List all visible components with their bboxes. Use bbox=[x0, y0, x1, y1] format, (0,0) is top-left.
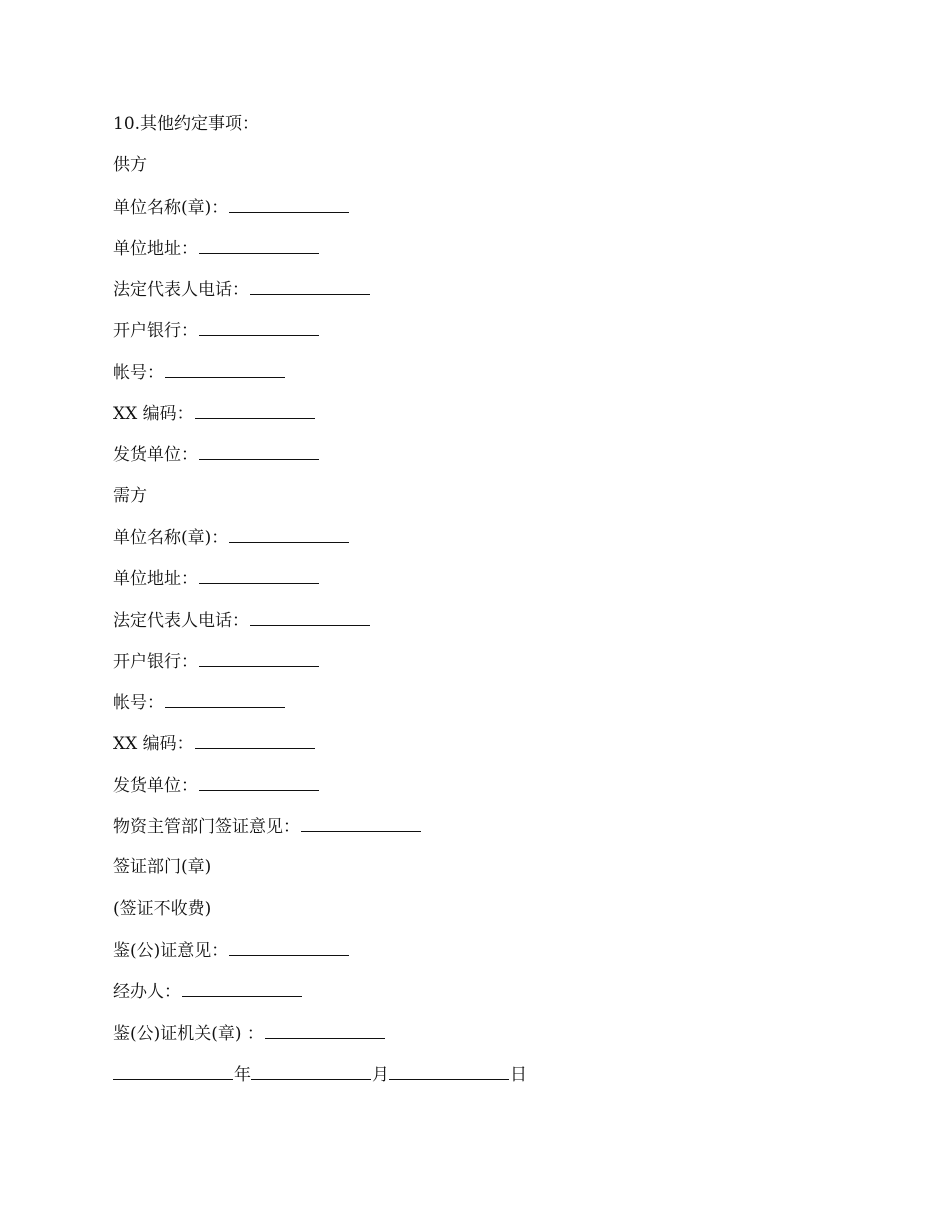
buyer-account-line bbox=[113, 690, 873, 731]
supplier-unit-address-blank[interactable] bbox=[199, 236, 319, 254]
line-label: 经办人： bbox=[113, 982, 181, 1003]
handler-blank[interactable] bbox=[182, 979, 302, 997]
supplier-legal-rep-phone-blank[interactable] bbox=[250, 277, 370, 295]
year-label: 年 bbox=[234, 1064, 251, 1085]
supplier-unit-name-line bbox=[113, 195, 873, 236]
buyer-heading bbox=[113, 484, 873, 525]
supplier-code-blank[interactable] bbox=[195, 401, 315, 419]
supplier-code-line bbox=[113, 401, 873, 442]
buyer-bank-line bbox=[113, 649, 873, 690]
supplier-account-line bbox=[113, 360, 873, 401]
month-label: 月 bbox=[372, 1064, 389, 1085]
buyer-unit-name-line bbox=[113, 525, 873, 566]
date-line bbox=[113, 1062, 873, 1103]
supplier-bank-line bbox=[113, 318, 873, 359]
buyer-bank-blank[interactable] bbox=[199, 649, 319, 667]
authority-opinion-blank[interactable] bbox=[301, 814, 421, 832]
notary-opinion-blank[interactable] bbox=[229, 938, 349, 956]
notary-opinion-line bbox=[113, 938, 873, 979]
line-label: 帐号： bbox=[113, 693, 164, 714]
buyer-code-line bbox=[113, 731, 873, 772]
buyer-account-blank[interactable] bbox=[165, 690, 285, 708]
line-label: XX 编码： bbox=[113, 404, 194, 425]
buyer-unit-address-line bbox=[113, 566, 873, 607]
buyer-unit-address-blank[interactable] bbox=[199, 566, 319, 584]
line-label: 发货单位： bbox=[113, 445, 198, 466]
line-label: 单位地址： bbox=[113, 569, 198, 590]
month-blank[interactable] bbox=[251, 1062, 371, 1080]
certifying-dept-line bbox=[113, 855, 873, 896]
buyer-legal-rep-phone-blank[interactable] bbox=[250, 608, 370, 626]
day-blank[interactable] bbox=[389, 1062, 509, 1080]
line-label: 鉴(公)证机关(章) ： bbox=[113, 1023, 264, 1044]
line-label: 开户银行： bbox=[113, 651, 198, 672]
supplier-bank-blank[interactable] bbox=[199, 318, 319, 336]
buyer-shipping-unit-line bbox=[113, 773, 873, 814]
contract-page bbox=[113, 112, 873, 1103]
line-label: 帐号： bbox=[113, 362, 164, 383]
supplier-account-blank[interactable] bbox=[165, 360, 285, 378]
line-label: 需方 bbox=[113, 485, 147, 506]
line-label: 供方 bbox=[113, 155, 147, 176]
notary-office-blank[interactable] bbox=[265, 1021, 385, 1039]
supplier-unit-name-blank[interactable] bbox=[229, 195, 349, 213]
supplier-shipping-unit-line bbox=[113, 442, 873, 483]
no-fee-line bbox=[113, 897, 873, 938]
line-label: 单位名称(章)： bbox=[113, 527, 229, 548]
buyer-legal-rep-phone-line bbox=[113, 608, 873, 649]
authority-opinion-line bbox=[113, 814, 873, 855]
buyer-code-blank[interactable] bbox=[195, 731, 315, 749]
line-label: 签证部门(章) bbox=[113, 857, 212, 878]
supplier-shipping-unit-blank[interactable] bbox=[199, 442, 319, 460]
line-label: 法定代表人电话： bbox=[113, 280, 249, 301]
line-label: XX 编码： bbox=[113, 734, 194, 755]
line-other-terms bbox=[113, 112, 873, 153]
line-label: 法定代表人电话： bbox=[113, 610, 249, 631]
buyer-unit-name-blank[interactable] bbox=[229, 525, 349, 543]
day-label: 日 bbox=[510, 1064, 527, 1085]
line-label: 物资主管部门签证意见： bbox=[113, 817, 300, 838]
line-label: 10.其他约定事项： bbox=[113, 114, 260, 134]
supplier-unit-address-line bbox=[113, 236, 873, 277]
line-label: 单位名称(章)： bbox=[113, 197, 229, 218]
line-label: (签证不收费) bbox=[113, 898, 212, 919]
line-label: 单位地址： bbox=[113, 238, 198, 259]
notary-office-line bbox=[113, 1021, 873, 1062]
line-label: 发货单位： bbox=[113, 775, 198, 796]
year-blank[interactable] bbox=[113, 1062, 233, 1080]
handler-line bbox=[113, 979, 873, 1020]
line-label: 鉴(公)证意见： bbox=[113, 940, 229, 961]
line-label: 开户银行： bbox=[113, 321, 198, 342]
supplier-heading bbox=[113, 153, 873, 194]
buyer-shipping-unit-blank[interactable] bbox=[199, 773, 319, 791]
supplier-legal-rep-phone-line bbox=[113, 277, 873, 318]
